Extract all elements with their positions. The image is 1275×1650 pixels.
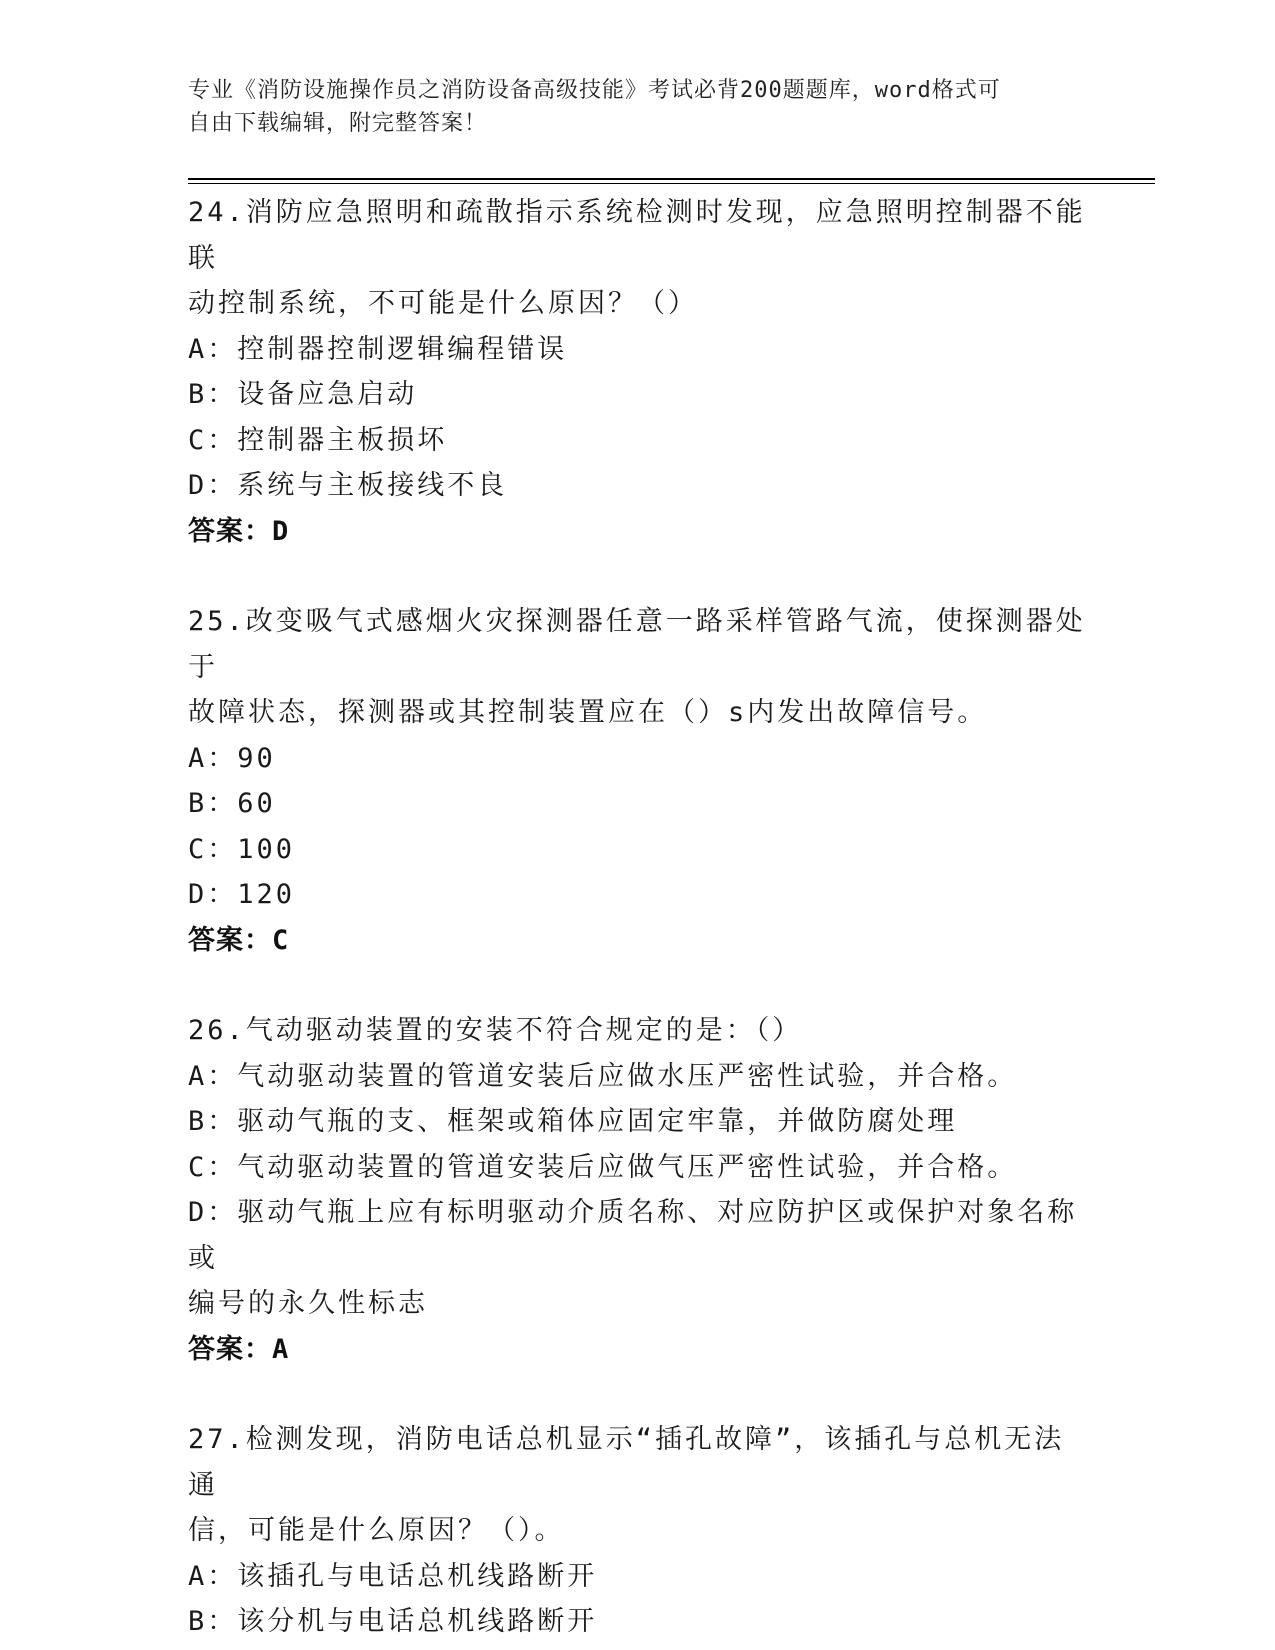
- question-stem: 27.检测发现，消防电话总机显示“插孔故障”，该插孔与总机无法通: [188, 1424, 1065, 1501]
- option-d-continued: 编号的永久性标志: [188, 1288, 428, 1319]
- document-header: [188, 74, 1068, 140]
- header-line-2: 自由下载编辑，附完整答案！: [188, 111, 488, 136]
- option-a: A：控制器控制逻辑编程错误: [188, 333, 568, 365]
- header-divider-thick: [188, 178, 1155, 180]
- question-list: [188, 190, 1088, 1645]
- question-27: [188, 1417, 1088, 1645]
- option-d: D：系统与主板接线不良: [188, 470, 508, 501]
- question-24: [188, 190, 1088, 554]
- answer-label: 答案：A: [188, 1333, 290, 1365]
- question-stem: 动控制系统，不可能是什么原因？（）: [188, 288, 698, 319]
- option-c: C：100: [188, 833, 296, 865]
- spacer: [188, 554, 1088, 599]
- header-divider-thin: [188, 183, 1155, 184]
- question-stem: 26.气动驱动装置的安装不符合规定的是：（）: [188, 1015, 803, 1046]
- answer-label: 答案：C: [188, 924, 290, 956]
- option-b: B：设备应急启动: [188, 379, 418, 410]
- option-d: D：驱动气瓶上应有标明驱动介质名称、对应防护区或保护对象名称或: [188, 1197, 1078, 1274]
- question-25: [188, 599, 1088, 963]
- spacer: [188, 963, 1088, 1008]
- option-c: C：控制器主板损坏: [188, 424, 448, 456]
- option-b: B：该分机与电话总机线路断开: [188, 1606, 598, 1637]
- header-line-1: 专业《消防设施操作员之消防设备高级技能》考试必背200题题库，word格式可: [188, 78, 1001, 103]
- question-stem: 25.改变吸气式感烟火灾探测器任意一路采样管路气流，使探测器处于: [188, 606, 1086, 683]
- option-b: B：驱动气瓶的支、框架或箱体应固定牢靠，并做防腐处理: [188, 1106, 958, 1137]
- option-b: B：60: [188, 788, 276, 819]
- question-26: [188, 1008, 1088, 1372]
- option-d: D：120: [188, 879, 296, 910]
- spacer: [188, 1372, 1088, 1417]
- answer-label: 答案：D: [188, 515, 290, 547]
- option-a: A：气动驱动装置的管道安装后应做水压严密性试验，并合格。: [188, 1060, 1018, 1092]
- option-a: A：90: [188, 742, 276, 774]
- question-stem: 故障状态，探测器或其控制装置应在（）s内发出故障信号。: [188, 697, 988, 728]
- option-a: A：该插孔与电话总机线路断开: [188, 1560, 598, 1592]
- question-stem: 信，可能是什么原因？（）。: [188, 1515, 565, 1546]
- question-stem: 24.消防应急照明和疏散指示系统检测时发现，应急照明控制器不能联: [188, 197, 1086, 274]
- option-c: C：气动驱动装置的管道安装后应做气压严密性试验，并合格。: [188, 1151, 1018, 1183]
